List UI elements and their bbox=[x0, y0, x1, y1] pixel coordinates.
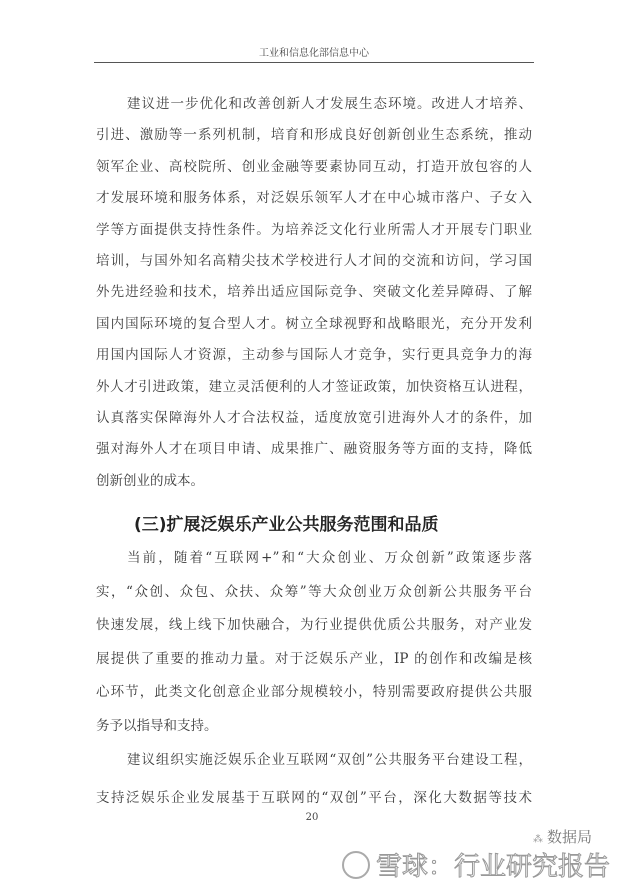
text-line: 创新创业的成本。 bbox=[96, 472, 204, 489]
watermark-secondary-text: 数据局 bbox=[546, 828, 592, 846]
watermark-secondary bbox=[533, 826, 592, 847]
text-line: 当前，随着“互联网+”和“大众创业、万众创新”政策逐步落 bbox=[127, 550, 532, 566]
text-line: 建议组织实施泛娱乐企业互联网“双创”公共服务平台建设工程， bbox=[127, 752, 532, 768]
page-number: 20 bbox=[305, 812, 319, 823]
section-heading: (三)扩展泛娱乐产业公共服务范围和品质 bbox=[134, 515, 439, 535]
text-line: 培训，与国外知名高精尖技术学校进行人才间的交流和访问，学习国 bbox=[96, 253, 532, 269]
text-line: 建议进一步优化和改善创新人才发展生态环境。改进人才培养、 bbox=[127, 96, 532, 112]
text-line: 强对海外人才在项目申请、成果推广、融资服务等方面的支持，降低 bbox=[96, 441, 532, 458]
text-line: 展提供了重要的推动力量。对于泛娱乐产业，IP 的创作和改编是核 bbox=[96, 650, 532, 667]
text-line: 快速发展，线上线下加快融合，为行业提供优质公共服务，对产业发 bbox=[96, 617, 532, 634]
watermark-main-text: 雪球：行业研究报告 bbox=[375, 852, 610, 882]
watermark-main bbox=[342, 846, 610, 883]
text-line: 务予以指导和支持。 bbox=[96, 718, 218, 734]
page-header: 工业和信息化部信息中心 bbox=[259, 48, 369, 59]
text-line: 支持泛娱乐企业发展基于互联网的“双创”平台，深化大数据等技术 bbox=[96, 790, 532, 806]
text-line: 用国内国际人才资源，主动参与国际人才竞争，实行更具竞争力的海 bbox=[96, 347, 532, 364]
text-line: 心环节，此类文化创意企业部分规模较小，特别需要政府提供公共服 bbox=[96, 684, 532, 701]
text-line: 引进、激励等一系列机制，培育和形成良好创新创业生态系统，推动 bbox=[96, 127, 532, 144]
text-line: 才发展环境和服务体系，对泛娱乐领军人才在中心城市落户、子女入 bbox=[96, 190, 532, 207]
text-line: 实，“众创、众包、众扶、众筹”等大众创业万众创新公共服务平台 bbox=[96, 583, 532, 600]
text-line: 认真落实保障海外人才合法权益，适度放宽引进海外人才的条件，加 bbox=[96, 410, 532, 426]
xueqiu-logo-icon bbox=[342, 851, 370, 879]
text-line: 领军企业、高校院所、创业金融等要素协同互动，打造开放包容的人 bbox=[96, 158, 532, 175]
text-line: 国内国际环境的复合型人才。树立全球视野和战略眼光，充分开发利 bbox=[96, 315, 532, 332]
text-line: 外人才引进政策，建立灵活便利的人才签证政策，加快资格互认进程， bbox=[96, 378, 532, 395]
wechat-icon: ⁂ bbox=[532, 834, 543, 845]
text-line: 学等方面提供支持性条件。为培养泛文化行业所需人才开展专门职业 bbox=[96, 221, 532, 238]
text-line: 外先进经验和技术，培养出适应国际竞争、突破文化差异障碍、了解 bbox=[96, 284, 532, 301]
header-rule bbox=[94, 62, 534, 63]
